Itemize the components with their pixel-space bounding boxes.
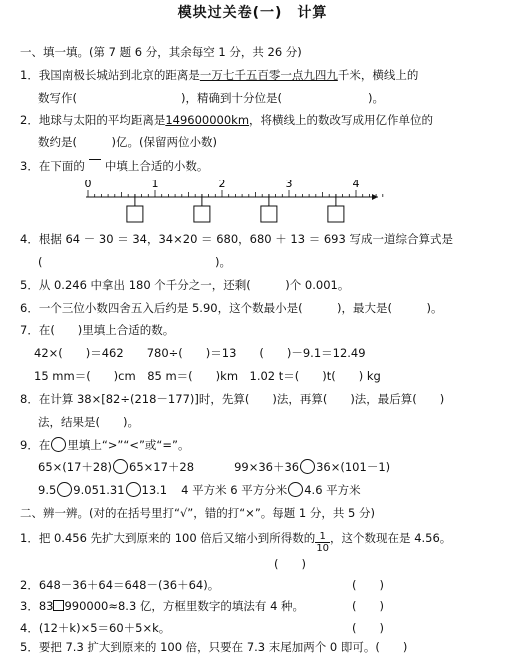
judge-1-text-end: ，这个数现在是 4.56。 — [330, 531, 452, 545]
answer-box[interactable] — [194, 206, 210, 222]
question-6: 6．一个三位小数四舍五入后约是 5.90，这个数最小是( )，最大是( )。 — [20, 301, 443, 315]
question-4-line1: 4．根据 64 － 30 ＝ 34，34×20 ＝ 680，680 ＋ 13 ＝ 693 写成一道综合算式是 — [20, 232, 453, 246]
question-2-line1 — [20, 112, 433, 128]
fraction-denominator: 10 — [316, 543, 330, 554]
q1-answer-mid: )，精确到十分位是( — [181, 91, 282, 105]
q9-expr: 65×(17＋28) — [38, 460, 113, 474]
judge-2-answer-paren[interactable]: ( ) — [352, 578, 384, 592]
question-4-line2: ( )。 — [38, 255, 231, 269]
fraction-numerator: 1 — [315, 531, 330, 543]
question-7-line3: 15 mm＝( )cm 85 m＝( )km 1.02 t＝( )t( ) kg — [34, 369, 381, 383]
page-title: 模块过关卷(一) 计算 — [177, 5, 328, 21]
judge-4-answer-paren[interactable]: ( ) — [352, 621, 384, 635]
answer-box[interactable] — [127, 206, 143, 222]
judge-1 — [20, 530, 451, 554]
question-9-row1 — [38, 459, 390, 475]
digit-box[interactable] — [53, 600, 64, 611]
question-2-line2: 数约是( )亿。(保留两位小数) — [38, 135, 217, 149]
judge-3-answer-paren[interactable]: ( ) — [352, 599, 384, 613]
question-8-line2: 法，结果是( )。 — [38, 415, 139, 429]
q2-text: 2．地球与太阳的平均距离是 — [20, 113, 166, 127]
question-9-row2 — [38, 482, 361, 498]
judge-3-text-end: 990000≈8.3 亿，方框里数字的填法有 4 种。 — [64, 599, 305, 613]
q9-text-end: 里填上“>”“<”或“=”。 — [67, 438, 190, 452]
judge-3-text: 3．83 — [20, 599, 54, 613]
judge-1-answer-paren[interactable]: ( ) — [274, 557, 306, 571]
answer-box[interactable] — [261, 206, 277, 222]
q1-answer-close: )。 — [367, 91, 384, 105]
q2-text-end: ，将横线上的数改写成用亿作单位的 — [249, 113, 434, 127]
q9-expr: 9.5 — [38, 483, 57, 497]
number-line-arrow-icon — [372, 194, 378, 200]
compare-circle[interactable] — [300, 459, 315, 474]
q9-expr: 13.1 — [141, 483, 168, 497]
judge-1-text: 1．把 0.456 先扩大到原来的 100 倍后又缩小到所得数的 — [20, 531, 316, 545]
question-1-line2 — [38, 90, 384, 106]
compare-circle[interactable] — [288, 482, 303, 497]
judge-5: 5．要把 7.3 扩大到原来的 100 倍，只要在 7.3 末尾加两个 0 即可。( ) — [20, 640, 408, 654]
q1-text-end: 千米，横线上的 — [337, 68, 419, 82]
q9-expr: 4 平方米 6 平方分米 — [181, 483, 288, 497]
q9-expr: 99×36＋36 — [234, 460, 300, 474]
q3-text-end: 中填上合适的小数。 — [104, 159, 209, 173]
question-9 — [20, 437, 189, 453]
number-line-label: 1 — [151, 180, 159, 190]
q9-expr: 9.051.31 — [73, 483, 125, 497]
q1-answer-open: 数写作( — [38, 91, 77, 105]
number-line-label: 4 — [352, 180, 360, 190]
q2-underlined-number: 149600000km — [165, 113, 250, 127]
number-line-label: 3 — [285, 180, 293, 190]
q3-text: 3．在下面的 — [20, 159, 85, 173]
section1-header: 一、填一填。(第 7 题 6 分，其余每空 1 分，共 26 分) — [20, 45, 302, 59]
judge-2: 2．648－36＋64＝648－(36＋64)。 — [20, 578, 220, 592]
q9-text: 9．在 — [20, 438, 51, 452]
q9-expr: 65×17＋28 — [129, 460, 195, 474]
number-line-label: 2 — [218, 180, 226, 190]
question-3 — [20, 158, 208, 174]
q1-underlined-number: 一万七千五百零一点九四九 — [199, 68, 338, 82]
compare-circle[interactable] — [113, 459, 128, 474]
q9-expr: 4.6 平方米 — [304, 483, 361, 497]
question-5: 5．从 0.246 中拿出 180 个千分之一，还剩( )个 0.001。 — [20, 278, 350, 292]
question-7-line1: 7．在( )里填上合适的数。 — [20, 323, 175, 337]
question-7-line2: 42×( )＝462 780÷( )＝13 ( )－9.1＝12.49 — [34, 346, 366, 360]
judge-4: 4．(12＋k)×5＝60＋5×k。 — [20, 621, 171, 635]
fraction — [315, 531, 330, 554]
q9-expr: 36×(101－1) — [316, 460, 391, 474]
number-line — [60, 180, 400, 230]
q1-text: 1．我国南极长城站到北京的距离是 — [20, 68, 200, 82]
answer-box[interactable] — [328, 206, 344, 222]
question-1-line1 — [20, 67, 418, 83]
question-8-line1: 8．在计算 38×[82÷(218－177)]时，先算( )法，再算( )法，最后算( ) — [20, 392, 445, 406]
small-box-icon — [89, 159, 101, 172]
compare-circle[interactable] — [57, 482, 72, 497]
number-line-label: 0 — [84, 180, 92, 190]
section2-header: 二、辨一辨。(对的在括号里打“√”，错的打“×”。每题 1 分，共 5 分) — [20, 506, 376, 520]
compare-circle-icon — [51, 437, 66, 452]
compare-circle[interactable] — [126, 482, 141, 497]
judge-3 — [20, 598, 304, 614]
